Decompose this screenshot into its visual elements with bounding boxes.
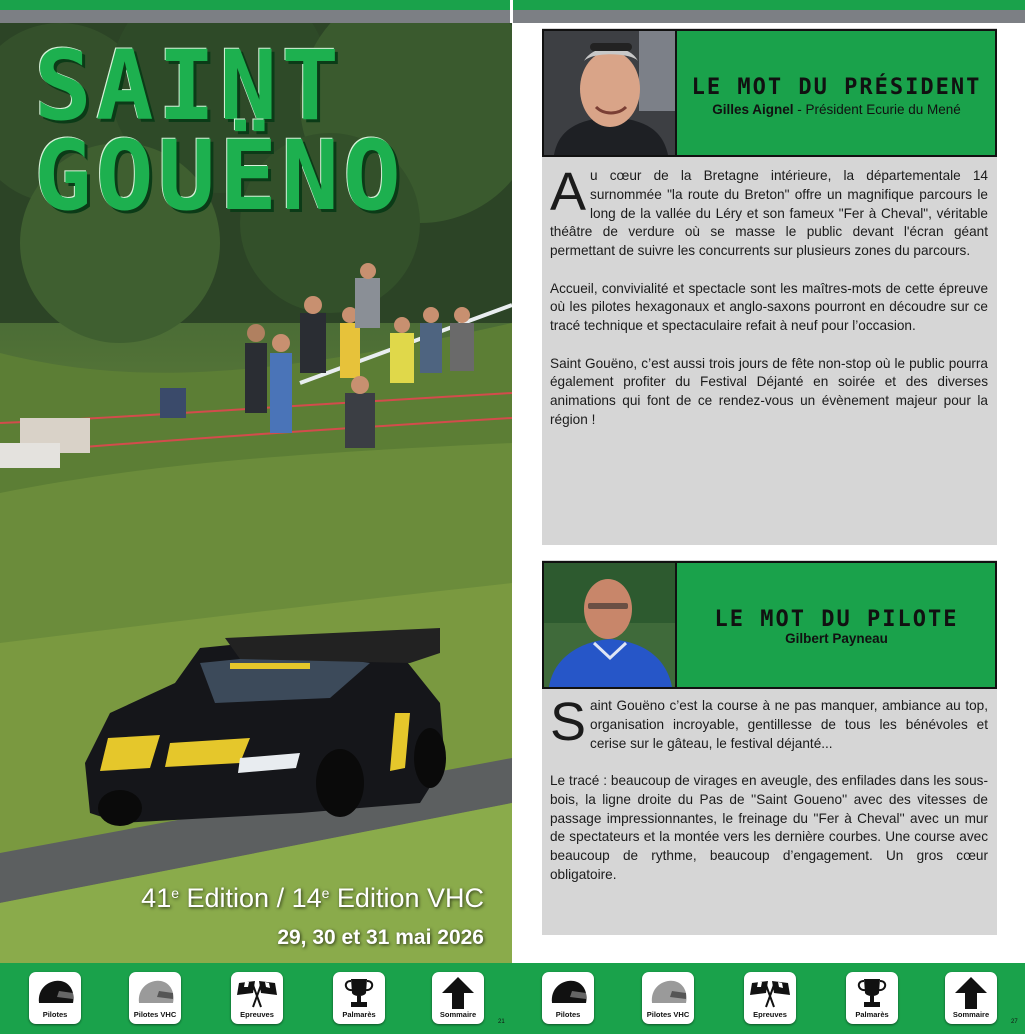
president-paragraph-1: u cœur de la Bretagne intérieure, la départementale 14 surnommée "la route du Breton" offre un magnifique parcours le long de la vallée du Léry et son fameux "Fer à Cheval", véritable théâtre de verdure où se masse le public devant l'écran géant permettant de suivre les concurrents sur plusieurs zones du parcours. [550, 168, 988, 259]
nav-label: Pilotes [555, 1010, 581, 1019]
trophy-icon [846, 975, 898, 1011]
president-text [550, 162, 988, 448]
edition-sup: e [171, 885, 180, 901]
president-name: Gilles Aignel [712, 102, 794, 117]
edition-text: Edition / [179, 883, 292, 913]
helmet-gray-icon [129, 975, 181, 1011]
nav-label: Epreuves [753, 1010, 787, 1019]
nav-label: Sommaire [439, 1010, 477, 1019]
top-band-right [512, 0, 1025, 10]
president-paragraph-3: Saint Gouëno, c’est aussi trois jours de fête non-stop où le public pourra également profiter du Festival Déjanté en soirée et des diverses animations qui font de ce rendez-vous un évènement majeur pour la région ! [550, 355, 988, 427]
nav-pilotes-vhc-right[interactable] [642, 972, 694, 1024]
nav-epreuves-right[interactable] [744, 972, 796, 1024]
edition-vhc-text: Edition VHC [329, 883, 484, 913]
nav-palmares-left[interactable] [333, 972, 385, 1024]
pilote-portrait [544, 563, 677, 687]
president-header [542, 29, 997, 157]
nav-pilotes-left[interactable] [29, 972, 81, 1024]
nav-label: Pilotes [42, 1010, 68, 1019]
cover-photo [0, 23, 512, 963]
pilote-title: LE MOT DU PILOTE [714, 607, 959, 632]
nav-label: Pilotes VHC [133, 1010, 177, 1019]
president-paragraph-2: Accueil, convivialité et spectacle sont les maîtres-mots de cette épreuve où les pilotes hexagonaux et anglo-saxons pourront en découdre sur ce tracé technique et spectaculaire refait à neuf pour l’occasion. [550, 280, 988, 334]
president-dropcap: A [550, 162, 587, 222]
top-band-left [0, 0, 512, 10]
president-title: LE MOT DU PRÉSIDENT [691, 75, 982, 100]
page-gutter [510, 0, 513, 23]
pilote-header [542, 561, 997, 689]
cover-title-line1: SAINT [34, 30, 343, 142]
arrow-up-icon [432, 975, 484, 1011]
trophy-icon [333, 975, 385, 1011]
nav-sommaire-left[interactable] [432, 972, 484, 1024]
president-portrait [544, 31, 677, 155]
president-role: - Président Ecurie du Mené [793, 102, 961, 117]
edition-number: 41 [141, 883, 172, 913]
cover-edition [141, 883, 484, 914]
cover-dates: 29, 30 et 31 mai 2026 [277, 926, 484, 949]
nav-label: Sommaire [952, 1010, 990, 1019]
edition-vhc-number: 14 [291, 883, 322, 913]
pilote-paragraph-1: aint Gouëno c’est la course à ne pas manquer, ambiance au top, organisation incroyable, gentillesse de tous les bénévoles et cerise sur le gâteau, le festival déjanté... [590, 698, 988, 751]
pilote-dropcap: S [550, 692, 587, 752]
cover-title-line2: GOUËNO [34, 120, 405, 232]
nav-label: Palmarès [855, 1010, 889, 1019]
nav-palmares-right[interactable] [846, 972, 898, 1024]
cover-title [34, 30, 504, 232]
nav-label: Palmarès [342, 1010, 376, 1019]
nav-label: Pilotes VHC [646, 1010, 690, 1019]
page-number-left: 21 [498, 1019, 505, 1025]
president-byline [678, 102, 995, 117]
checkered-flags-icon [744, 975, 796, 1011]
arrow-up-icon [945, 975, 997, 1011]
pilote-paragraph-2: Le tracé : beaucoup de virages en aveugle, des enfilades dans les sous-bois, la ligne droite du Pas de ''Saint Goueno'' avec des vitesses de passage impressionnantes, le freinage du ''Fer à Cheval'' avec un mur de spectateurs et la montée vers les dernière courbes. Une course avec beaucoup de rythme, beaucoup d’engagement. Un gros cœur obligatoire. [550, 772, 988, 882]
nav-pilotes-vhc-left[interactable] [129, 972, 181, 1024]
pilote-name: Gilbert Payneau [785, 631, 888, 646]
nav-epreuves-left[interactable] [231, 972, 283, 1024]
helmet-icon [29, 975, 81, 1011]
page-number-right: 27 [1011, 1019, 1018, 1025]
helmet-gray-icon [642, 975, 694, 1011]
nav-sommaire-right[interactable] [945, 972, 997, 1024]
edition-vhc-sup: e [321, 885, 330, 901]
pilote-text [550, 692, 988, 903]
nav-label: Epreuves [240, 1010, 274, 1019]
nav-pilotes-right[interactable] [542, 972, 594, 1024]
checkered-flags-icon [231, 975, 283, 1011]
helmet-icon [542, 975, 594, 1011]
